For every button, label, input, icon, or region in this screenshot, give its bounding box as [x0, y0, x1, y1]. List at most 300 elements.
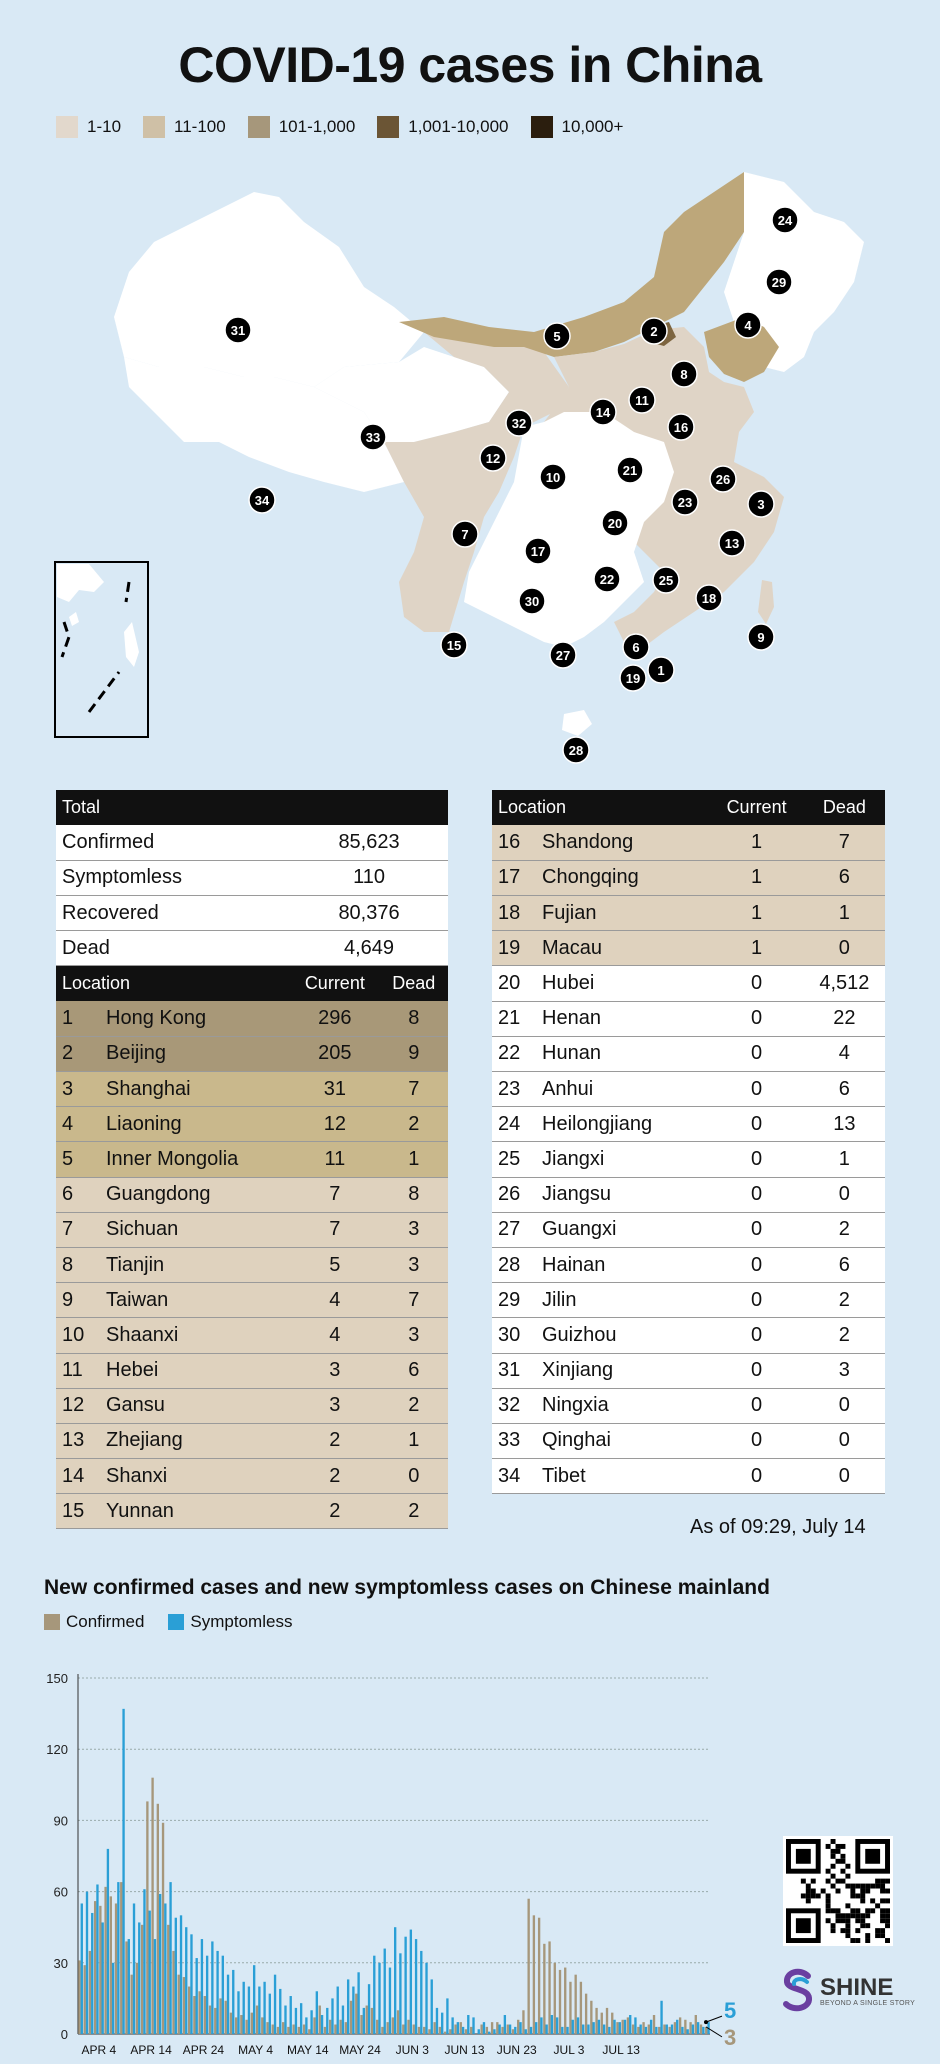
confirmed-bar: [146, 1801, 148, 2034]
confirmed-bar: [319, 2006, 321, 2034]
dead-value: 4: [804, 1036, 885, 1071]
confirmed-bar: [533, 1915, 535, 2034]
symptomless-bar: [310, 2010, 312, 2034]
svg-text:15: 15: [446, 638, 462, 653]
symptomless-bar: [185, 1927, 187, 2034]
location-number: 27: [498, 1218, 521, 1241]
table-row: [492, 1142, 885, 1177]
map-marker-30: [519, 588, 545, 614]
total-label: Dead: [56, 931, 290, 966]
symptomless-bar: [603, 2025, 605, 2034]
confirmed-bar: [527, 1899, 529, 2034]
confirmed-bar: [94, 1901, 96, 2034]
symptomless-bar: [154, 1939, 156, 2034]
table-row: [492, 931, 885, 966]
map-marker-33: [360, 424, 386, 450]
y-tick-label: 120: [46, 1742, 68, 1758]
confirmed-bar: [350, 2001, 352, 2034]
dead-value: 1: [804, 896, 885, 931]
location-name: [56, 1212, 290, 1247]
chart-legend-item: [168, 1612, 292, 1632]
current-value: 0: [709, 1142, 803, 1177]
symptomless-bar: [410, 1930, 412, 2034]
symptomless-bar: [169, 1882, 171, 2034]
location-column-header: Location: [492, 790, 709, 825]
table-row: [56, 860, 448, 895]
location-label: Inner Mongolia: [106, 1147, 239, 1170]
map-marker-8: [671, 361, 697, 387]
symptomless-bar: [671, 2025, 673, 2034]
table-row: [56, 1001, 448, 1036]
location-name: [56, 1388, 290, 1423]
chart-legend-label: Symptomless: [190, 1612, 293, 1631]
location-number: 23: [498, 1077, 521, 1100]
location-label: Hunan: [542, 1042, 601, 1065]
confirmed-bar: [480, 2025, 482, 2034]
location-label: Hainan: [542, 1253, 606, 1276]
symptomless-bar: [431, 1979, 433, 2034]
legend-label: 1,001-10,000: [408, 117, 509, 136]
dead-value: 0: [804, 1177, 885, 1212]
current-value: 0: [709, 1388, 803, 1423]
table-row: [492, 1283, 885, 1318]
location-number: 5: [62, 1147, 74, 1170]
confirmed-bar: [569, 1982, 571, 2034]
table-row: [492, 1247, 885, 1282]
table-row: [492, 1459, 885, 1494]
location-label: Qinghai: [542, 1429, 611, 1452]
symptomless-bar: [702, 2027, 704, 2034]
table-row: [492, 860, 885, 895]
location-number: 16: [498, 831, 521, 854]
symptomless-bar: [619, 2022, 621, 2034]
symptomless-bar: [498, 2025, 500, 2034]
confirmed-bar: [548, 1941, 550, 2034]
location-name: [56, 1177, 290, 1212]
map-marker-7: [452, 521, 478, 547]
confirmed-bar: [543, 1944, 545, 2034]
legend-label: 101-1,000: [278, 117, 356, 136]
map-marker-24: [772, 207, 798, 233]
map-marker-9: [748, 624, 774, 650]
symptomless-bar: [598, 2020, 600, 2034]
x-tick-label: APR 4: [81, 2043, 117, 2057]
table-row: [492, 1107, 885, 1142]
confirmed-bar: [371, 2008, 373, 2034]
map-marker-19: [620, 665, 646, 691]
confirmed-bar: [538, 1918, 540, 2034]
location-label: Jilin: [542, 1288, 577, 1311]
confirmed-bar: [700, 2025, 702, 2034]
location-name: [492, 1177, 709, 1212]
totals-header: Total: [56, 790, 448, 825]
location-label: Hubei: [542, 972, 595, 995]
location-number: 1: [62, 1006, 74, 1029]
y-tick-label: 60: [53, 1884, 68, 1900]
location-number: 9: [62, 1288, 74, 1311]
current-value: 3: [290, 1353, 380, 1388]
x-tick-label: MAY 4: [238, 2043, 274, 2057]
confirmed-bar: [611, 2013, 613, 2034]
symptomless-bar: [556, 2017, 558, 2034]
symptomless-bar: [253, 1965, 255, 2034]
current-value: 5: [290, 1247, 380, 1282]
location-label: Ningxia: [542, 1394, 609, 1417]
symptomless-bar: [415, 1939, 417, 2034]
symptomless-bar: [676, 2020, 678, 2034]
confirmed-bar: [230, 2013, 232, 2034]
confirmed-end-label: 3: [724, 2024, 737, 2050]
location-label: Macau: [542, 936, 603, 959]
current-value: 1: [709, 860, 803, 895]
total-value: 80,376: [290, 896, 448, 931]
symptomless-bar: [451, 2017, 453, 2034]
svg-text:34: 34: [254, 493, 270, 508]
table-row: [492, 1318, 885, 1353]
confirmed-bar: [235, 2017, 237, 2034]
symptomless-bar: [196, 1958, 198, 2034]
location-label: Zhejiang: [106, 1429, 183, 1452]
symptomless-bar: [483, 2022, 485, 2034]
confirmed-bar: [324, 2027, 326, 2034]
confirmed-bar: [141, 1925, 143, 2034]
dead-value: 4,512: [804, 966, 885, 1001]
chart-legend-item: [44, 1612, 144, 1632]
confirmed-bar: [131, 1975, 133, 2034]
symptomless-bar: [545, 2025, 547, 2034]
x-tick-label: JUN 13: [444, 2043, 485, 2057]
location-number: 10: [62, 1323, 85, 1346]
table-row: [492, 966, 885, 1001]
dead-value: 8: [380, 1177, 448, 1212]
map-marker-2: [641, 318, 667, 344]
current-column-header: Current: [709, 790, 803, 825]
location-number: 24: [498, 1112, 521, 1135]
svg-text:4: 4: [744, 318, 752, 333]
location-label: Anhui: [542, 1077, 594, 1100]
current-value: 7: [290, 1177, 380, 1212]
confirmed-bar: [303, 2025, 305, 2034]
chart-legend-swatch: [44, 1614, 60, 1630]
svg-text:21: 21: [622, 463, 638, 478]
symptomless-bar: [478, 2029, 480, 2034]
location-number: 19: [498, 936, 521, 959]
confirmed-bar: [517, 2020, 519, 2034]
svg-text:27: 27: [555, 648, 571, 663]
table-row: [492, 1177, 885, 1212]
dead-value: 7: [804, 825, 885, 860]
location-number: 28: [498, 1253, 521, 1276]
location-label: Heilongjiang: [542, 1112, 653, 1135]
confirmed-bar: [575, 1975, 577, 2034]
symptomless-bar: [592, 2022, 594, 2034]
table-row: [56, 1177, 448, 1212]
map-marker-18: [696, 585, 722, 611]
symptomless-bar: [290, 1996, 292, 2034]
confirmed-bar: [193, 1996, 195, 2034]
confirmed-bar: [428, 2029, 430, 2034]
confirmed-bar: [329, 2020, 331, 2034]
china-map: [44, 112, 904, 772]
symptomless-bar: [582, 2025, 584, 2034]
confirmed-bar: [256, 2006, 258, 2034]
current-value: 0: [709, 1459, 803, 1494]
svg-text:3: 3: [757, 497, 765, 512]
symptomless-bar: [384, 1949, 386, 2034]
symptomless-bar: [331, 1998, 333, 2034]
confirmed-bar: [214, 2008, 216, 2034]
location-number: 15: [62, 1499, 85, 1522]
confirmed-bar: [167, 1925, 169, 2034]
table-row: [56, 1494, 448, 1529]
y-tick-label: 150: [46, 1671, 68, 1686]
symptomless-bar: [634, 2017, 636, 2034]
symptomless-bar: [284, 2006, 286, 2034]
symptomless-bar: [232, 1970, 234, 2034]
symptomless-bar: [441, 2013, 443, 2034]
end-label-leader: [706, 2016, 722, 2022]
table-row: [56, 1107, 448, 1142]
location-number: 30: [498, 1323, 521, 1346]
dead-value: 22: [804, 1001, 885, 1036]
confirmed-bar: [136, 1963, 138, 2034]
svg-text:13: 13: [724, 536, 740, 551]
location-name: [492, 1423, 709, 1458]
map-marker-15: [441, 632, 467, 658]
location-number: 8: [62, 1253, 74, 1276]
confirmed-bar: [376, 2020, 378, 2034]
shine-logo: [780, 1968, 915, 2014]
confirmed-bar: [178, 1975, 180, 2034]
location-name: [492, 860, 709, 895]
location-number: 11: [62, 1359, 83, 1382]
table-row: [492, 1001, 885, 1036]
symptomless-bar: [378, 1963, 380, 2034]
location-name: [492, 1283, 709, 1318]
symptomless-bar: [227, 1975, 229, 2034]
svg-text:14: 14: [595, 405, 611, 420]
symptomless-bar: [117, 1882, 119, 2034]
svg-text:1: 1: [657, 663, 665, 678]
end-label-dot: [704, 2020, 708, 2024]
current-value: 4: [290, 1283, 380, 1318]
symptomless-bar: [577, 2017, 579, 2034]
svg-text:30: 30: [524, 594, 540, 609]
location-number: 2: [62, 1042, 74, 1065]
symptomless-bar: [420, 1951, 422, 2034]
map-marker-27: [550, 642, 576, 668]
table-row: [56, 825, 448, 860]
location-label: Shanghai: [106, 1077, 191, 1100]
map-region-taiwan: [758, 580, 774, 624]
symptomless-bar: [138, 1922, 140, 2034]
confirmed-bar: [397, 2010, 399, 2034]
y-tick-label: 30: [53, 1955, 68, 1971]
chart-title: New confirmed cases and new symptomless cases on Chinese mainland: [44, 1576, 770, 1599]
symptomless-bar: [91, 1913, 93, 2034]
total-value: 110: [290, 860, 448, 895]
x-tick-label: APR 24: [182, 2043, 225, 2057]
dead-value: 0: [804, 1388, 885, 1423]
symptomless-bar: [279, 1989, 281, 2034]
confirmed-bar: [585, 1994, 587, 2034]
current-value: 0: [709, 1072, 803, 1107]
dead-value: 1: [804, 1142, 885, 1177]
map-marker-32: [506, 410, 532, 436]
symptomless-bar: [102, 1922, 104, 2034]
table-row: [56, 1283, 448, 1318]
svg-text:25: 25: [658, 573, 674, 588]
current-value: 0: [709, 1247, 803, 1282]
total-label: Recovered: [56, 896, 290, 931]
svg-text:29: 29: [771, 275, 787, 290]
dead-value: 6: [804, 1247, 885, 1282]
current-value: 11: [290, 1142, 380, 1177]
locations-table-right: [492, 790, 885, 1494]
location-number: 14: [62, 1464, 85, 1487]
confirmed-bar: [272, 2025, 274, 2034]
confirmed-bar: [637, 2027, 639, 2034]
location-name: [492, 966, 709, 1001]
table-row: [492, 1388, 885, 1423]
symptomless-bar: [462, 2027, 464, 2034]
confirmed-bar: [689, 2022, 691, 2034]
location-label: Guangxi: [542, 1218, 617, 1241]
location-label: Hong Kong: [106, 1006, 207, 1029]
dead-value: 6: [804, 860, 885, 895]
symptomless-bar: [572, 2020, 574, 2034]
dead-value: 2: [380, 1107, 448, 1142]
map-marker-29: [766, 269, 792, 295]
location-number: 20: [498, 972, 521, 995]
map-marker-20: [602, 510, 628, 536]
current-value: 2: [290, 1423, 380, 1458]
dead-value: 2: [380, 1494, 448, 1529]
confirmed-bar: [465, 2029, 467, 2034]
current-value: 1: [709, 896, 803, 931]
symptomless-bar: [300, 2003, 302, 2034]
location-label: Guizhou: [542, 1323, 617, 1346]
svg-text:6: 6: [632, 640, 640, 655]
location-name: [56, 1353, 290, 1388]
location-name: [56, 1494, 290, 1529]
symptomless-bar: [222, 1956, 224, 2034]
symptomless-bar: [472, 2017, 474, 2034]
table-row: [492, 896, 885, 931]
shine-logo-icon: [780, 1968, 816, 2014]
map-marker-23: [672, 489, 698, 515]
symptomless-bar: [613, 2020, 615, 2034]
svg-text:24: 24: [777, 213, 793, 228]
symptomless-bar: [530, 2027, 532, 2034]
map-marker-1: [648, 657, 674, 683]
symptomless-bar: [373, 1956, 375, 2034]
total-value: 85,623: [290, 825, 448, 860]
location-label: Tibet: [542, 1464, 586, 1487]
svg-text:33: 33: [365, 430, 381, 445]
symptomless-bar: [248, 1987, 250, 2034]
confirmed-bar: [104, 1887, 106, 2034]
as-of-timestamp: As of 09:29, July 14: [690, 1516, 866, 1538]
confirmed-bar: [292, 2025, 294, 2034]
map-marker-13: [719, 530, 745, 556]
svg-text:2: 2: [650, 324, 658, 339]
symptomless-bar: [112, 1963, 114, 2034]
symptomless-bar: [149, 1911, 151, 2034]
legend-label: 10,000+: [561, 117, 624, 136]
qr-code-pattern: [786, 1839, 890, 1943]
current-value: 0: [709, 1353, 803, 1388]
confirmed-bar: [496, 2022, 498, 2034]
confirmed-bar: [653, 2015, 655, 2034]
confirmed-bar: [381, 2027, 383, 2034]
symptomless-bar: [697, 2022, 699, 2034]
symptomless-bar: [180, 1915, 182, 2034]
location-number: 21: [498, 1007, 521, 1030]
map-region-hainan: [562, 710, 592, 736]
symptomless-bar: [655, 2027, 657, 2034]
location-number: 22: [498, 1042, 521, 1065]
location-label: Sichuan: [106, 1218, 179, 1241]
confirmed-bar: [392, 2017, 394, 2034]
x-tick-label: APR 14: [130, 2043, 172, 2057]
symptomless-bar: [389, 1968, 391, 2034]
table-row: [56, 1459, 448, 1494]
legend-label: 11-100: [174, 117, 226, 136]
symptomless-bar: [143, 1889, 145, 2034]
svg-text:9: 9: [757, 630, 765, 645]
map-marker-10: [540, 464, 566, 490]
confirmed-bar: [240, 2015, 242, 2034]
y-tick-label: 90: [53, 1813, 68, 1829]
table-row: [56, 1072, 448, 1107]
confirmed-bar: [658, 2027, 660, 2034]
symptomless-bar: [128, 1939, 130, 2034]
svg-text:18: 18: [701, 591, 717, 606]
dead-value: 3: [380, 1212, 448, 1247]
symptomless-bar: [81, 1903, 83, 2034]
map-marker-3: [748, 491, 774, 517]
symptomless-bar: [394, 1927, 396, 2034]
confirmed-bar: [663, 2025, 665, 2034]
confirmed-bar: [355, 1994, 357, 2034]
dead-value: 0: [380, 1459, 448, 1494]
confirmed-bar: [491, 2022, 493, 2034]
symptomless-bar: [488, 2032, 490, 2034]
confirmed-bar: [251, 2013, 253, 2034]
svg-text:8: 8: [680, 367, 688, 382]
symptomless-bar: [660, 2001, 662, 2034]
confirmed-bar: [486, 2027, 488, 2034]
table-row: [492, 1212, 885, 1247]
location-name: [492, 896, 709, 931]
current-value: 0: [709, 1107, 803, 1142]
symptomless-bar: [629, 2015, 631, 2034]
location-name: [492, 1247, 709, 1282]
location-label: Beijing: [106, 1042, 167, 1065]
svg-text:17: 17: [530, 544, 546, 559]
confirmed-bar: [679, 2017, 681, 2034]
location-number: 32: [498, 1394, 521, 1417]
location-label: Yunnan: [106, 1499, 174, 1522]
confirmed-bar: [198, 1991, 200, 2034]
y-tick-label: 0: [60, 2027, 68, 2042]
svg-text:32: 32: [511, 416, 527, 431]
location-number: 33: [498, 1429, 521, 1452]
table-row: [56, 896, 448, 931]
current-value: 205: [290, 1036, 380, 1071]
symptomless-bar: [316, 1991, 318, 2034]
